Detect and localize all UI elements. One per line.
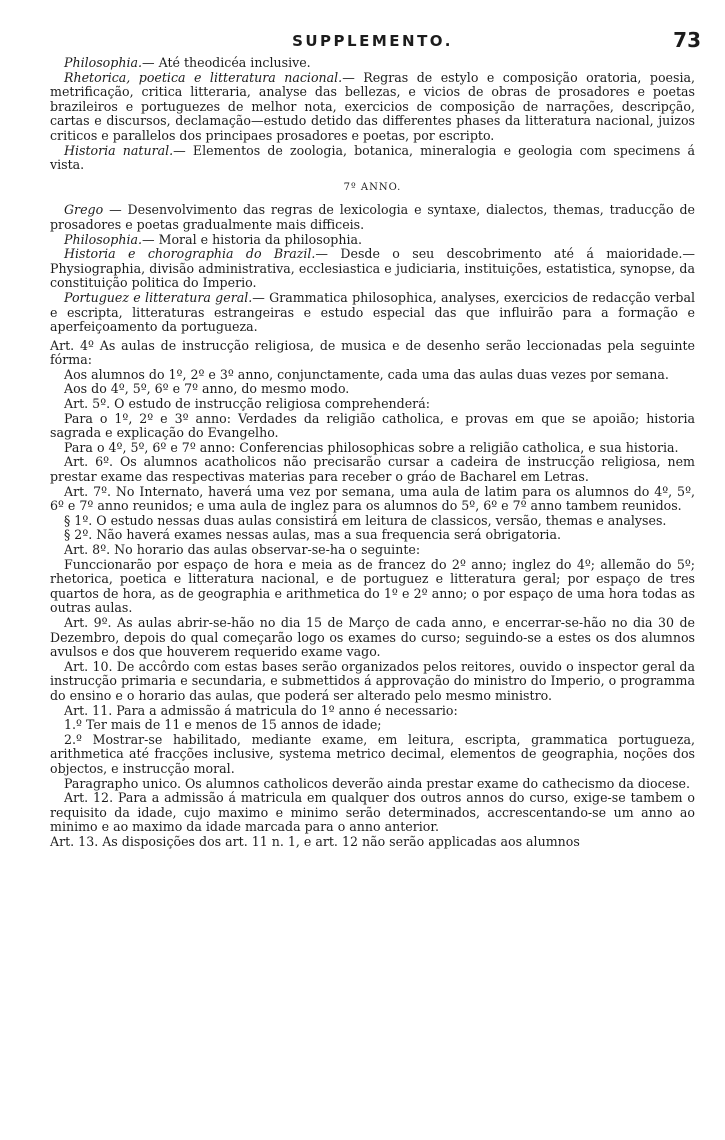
paragraph-lead: Rhetorica, poetica e litteratura nacional. bbox=[64, 69, 343, 85]
paragraph-body: — Desde o seu descobrimento até á maioridade.—Physiographia, divisão administrativa, ecclesiastica e judiciaria, instituições, estatistica, synopse, da constituição politica do Imperio. bbox=[50, 246, 695, 291]
article-paragraph: Art. 13. As disposições dos art. 11 n. 1, e art. 12 não serão applicadas aos alumnos bbox=[50, 833, 580, 849]
article-paragraph: § 2º. Não haverá exames nessas aulas, mas a sua frequencia será obrigatoria. bbox=[64, 527, 561, 543]
paragraph-historia-brazil bbox=[50, 247, 695, 291]
article-paragraph: Art. 11. Para a admissão á matricula do 1º anno é necessario: bbox=[64, 702, 458, 718]
paragraph-portuguez bbox=[50, 291, 695, 335]
articles-list bbox=[50, 339, 695, 850]
paragraph-body: — Regras de estylo e composição oratoria, poesia, metrificação, critica litteraria, analyse das bellezas, e vicios de obras de prosadores e poetas brazileiros e portuguezes de melhor nota, exercicios de composição de narrações, descripção, cartas e discursos, declamação—estudo detido das differentes phases da litteratura nacional, juizos criticos e parallelos dos principaes prosadores e poetas, por escripto. bbox=[50, 69, 695, 143]
paragraph-lead: Historia e chorographia do Brazil. bbox=[64, 246, 316, 262]
page-header bbox=[50, 28, 701, 56]
paragraph-philosophia bbox=[50, 56, 695, 71]
article-paragraph: Art. 12. Para a admissão á matricula em qualquer dos outros annos do curso, exige-se tambem o requisito da idade, cujo maximo e minimo serão determinados, accrescentando-se um anno ao minimo e ao maximo da idade marcada para o anno anterior. bbox=[50, 790, 695, 835]
body-text bbox=[50, 56, 695, 849]
paragraph-philosophia-moral bbox=[50, 233, 695, 248]
paragraph-lead: Historia natural. bbox=[64, 142, 174, 158]
running-title: SUPPLEMENTO. bbox=[292, 32, 453, 50]
paragraph-historia-natural bbox=[50, 144, 695, 173]
article-paragraph: Art. 6º. Os alumnos acatholicos não precisarão cursar a cadeira de instrucção religiosa, nem prestar exame das respectivas materias para receber o gráo de Bacharel em Letras. bbox=[50, 454, 695, 485]
paragraph-body: — Desenvolvimento das regras de lexicologia e syntaxe, dialectos, themas, traducção de prosadores e poetas gradualmente mais difficeis. bbox=[50, 202, 695, 232]
section-heading-7-anno: 7º ANNO. bbox=[343, 181, 402, 193]
article-paragraph: Para o 4º, 5º, 6º e 7º anno: Conferencias philosophicas sobre a religião catholica, e sua historia. bbox=[64, 439, 679, 455]
article-paragraph: Art. 8º. No horario das aulas observar-se-ha o seguinte: bbox=[64, 542, 421, 557]
paragraph-lead: Philosophia. bbox=[64, 231, 142, 247]
article-paragraph: 2.º Mostrar-se habilitado, mediante exame, em leitura, escripta, grammatica portugueza, arithmetica até fracções inclusive, systema metrico decimal, elementos de geographia, noções dos objectos, e instrucção moral. bbox=[50, 731, 695, 776]
article-paragraph: Aos alumnos do 1º, 2º e 3º anno, conjunctamente, cada uma das aulas duas vezes por semana. bbox=[64, 366, 669, 382]
article-paragraph: Art. 10. De accôrdo com estas bases serão organizados pelos reitores, ouvido o inspector geral da instrucção primaria e secundaria, e submettidos á approvação do ministro do Imperio, o programma do ensino e o horario das aulas, que poderá ser alterado pelo mesmo ministro. bbox=[50, 658, 695, 703]
document-page bbox=[50, 28, 701, 849]
paragraph-body: — Grammatica philosophica, analyses, exercicios de redacção verbal e escripta, litteraturas estrangeiras e estudo especial das que influirão para a formação e aperfeiçoamento da portugueza. bbox=[50, 289, 695, 335]
article-paragraph: Art. 9º. As aulas abrir-se-hão no dia 15 de Março de cada anno, e encerrar-se-hão no dia 30 de Dezembro, depois do qual começarão logo os exames do curso; seguindo-se a estes os dos alumnos avulsos e dos que houverem requerido exame vago. bbox=[50, 614, 695, 660]
article-paragraph: Funccionarão por espaço de hora e meia as de francez do 2º anno; inglez do 4º; allemão do 5º; rhetorica, poetica e litteratura nacional, e de portuguez e litteratura geral; por espaço de tres quartos de hora, as de geographia e arithmetica do 1º e 2º anno; o por espaço de uma hora todas as outras aulas. bbox=[50, 556, 695, 616]
paragraph-grego bbox=[50, 203, 695, 232]
article-paragraph: Aos do 4º, 5º, 6º e 7º anno, do mesmo modo. bbox=[64, 381, 350, 397]
paragraph-body: — Até theodicéa inclusive. bbox=[141, 55, 311, 70]
article-paragraph: § 1º. O estudo nessas duas aulas consistirá em leitura de classicos, versão, themas e analyses. bbox=[64, 512, 667, 528]
article-paragraph: Art. 4º As aulas de instrucção religiosa, de musica e de desenho serão leccionadas pela seguinte fórma: bbox=[50, 337, 695, 368]
article-paragraph: Art. 7º. No Internato, haverá uma vez por semana, uma aula de latim para os alumnos do 4º, 5º, 6º e 7º anno reunidos; e uma aula de inglez para os alumnos do 5º, 6º e 7º anno tambem reunidos. bbox=[50, 483, 695, 514]
paragraph-body: — Moral e historia da philosophia. bbox=[141, 231, 363, 247]
paragraph-lead: Grego bbox=[64, 202, 104, 218]
page-number: 73 bbox=[673, 28, 701, 52]
article-paragraph: Para o 1º, 2º e 3º anno: Verdades da religião catholica, e provas em que se apoião; historia sagrada e explicação do Evangelho. bbox=[50, 410, 695, 441]
article-paragraph: 1.º Ter mais de 11 e menos de 15 annos de idade; bbox=[64, 717, 382, 733]
paragraph-lead: Philosophia. bbox=[64, 55, 142, 70]
paragraph-lead: Portuguez e litteratura geral. bbox=[64, 289, 253, 305]
article-paragraph: Paragrapho unico. Os alumnos catholicos deverão ainda prestar exame do cathecismo da diocese. bbox=[64, 775, 691, 791]
paragraph-body: — Elementos de zoologia, botanica, mineralogia e geologia com specimens á vista. bbox=[50, 142, 695, 173]
paragraph-rhetorica bbox=[50, 71, 695, 144]
article-paragraph: Art. 5º. O estudo de instrucção religiosa comprehenderá: bbox=[64, 396, 430, 412]
